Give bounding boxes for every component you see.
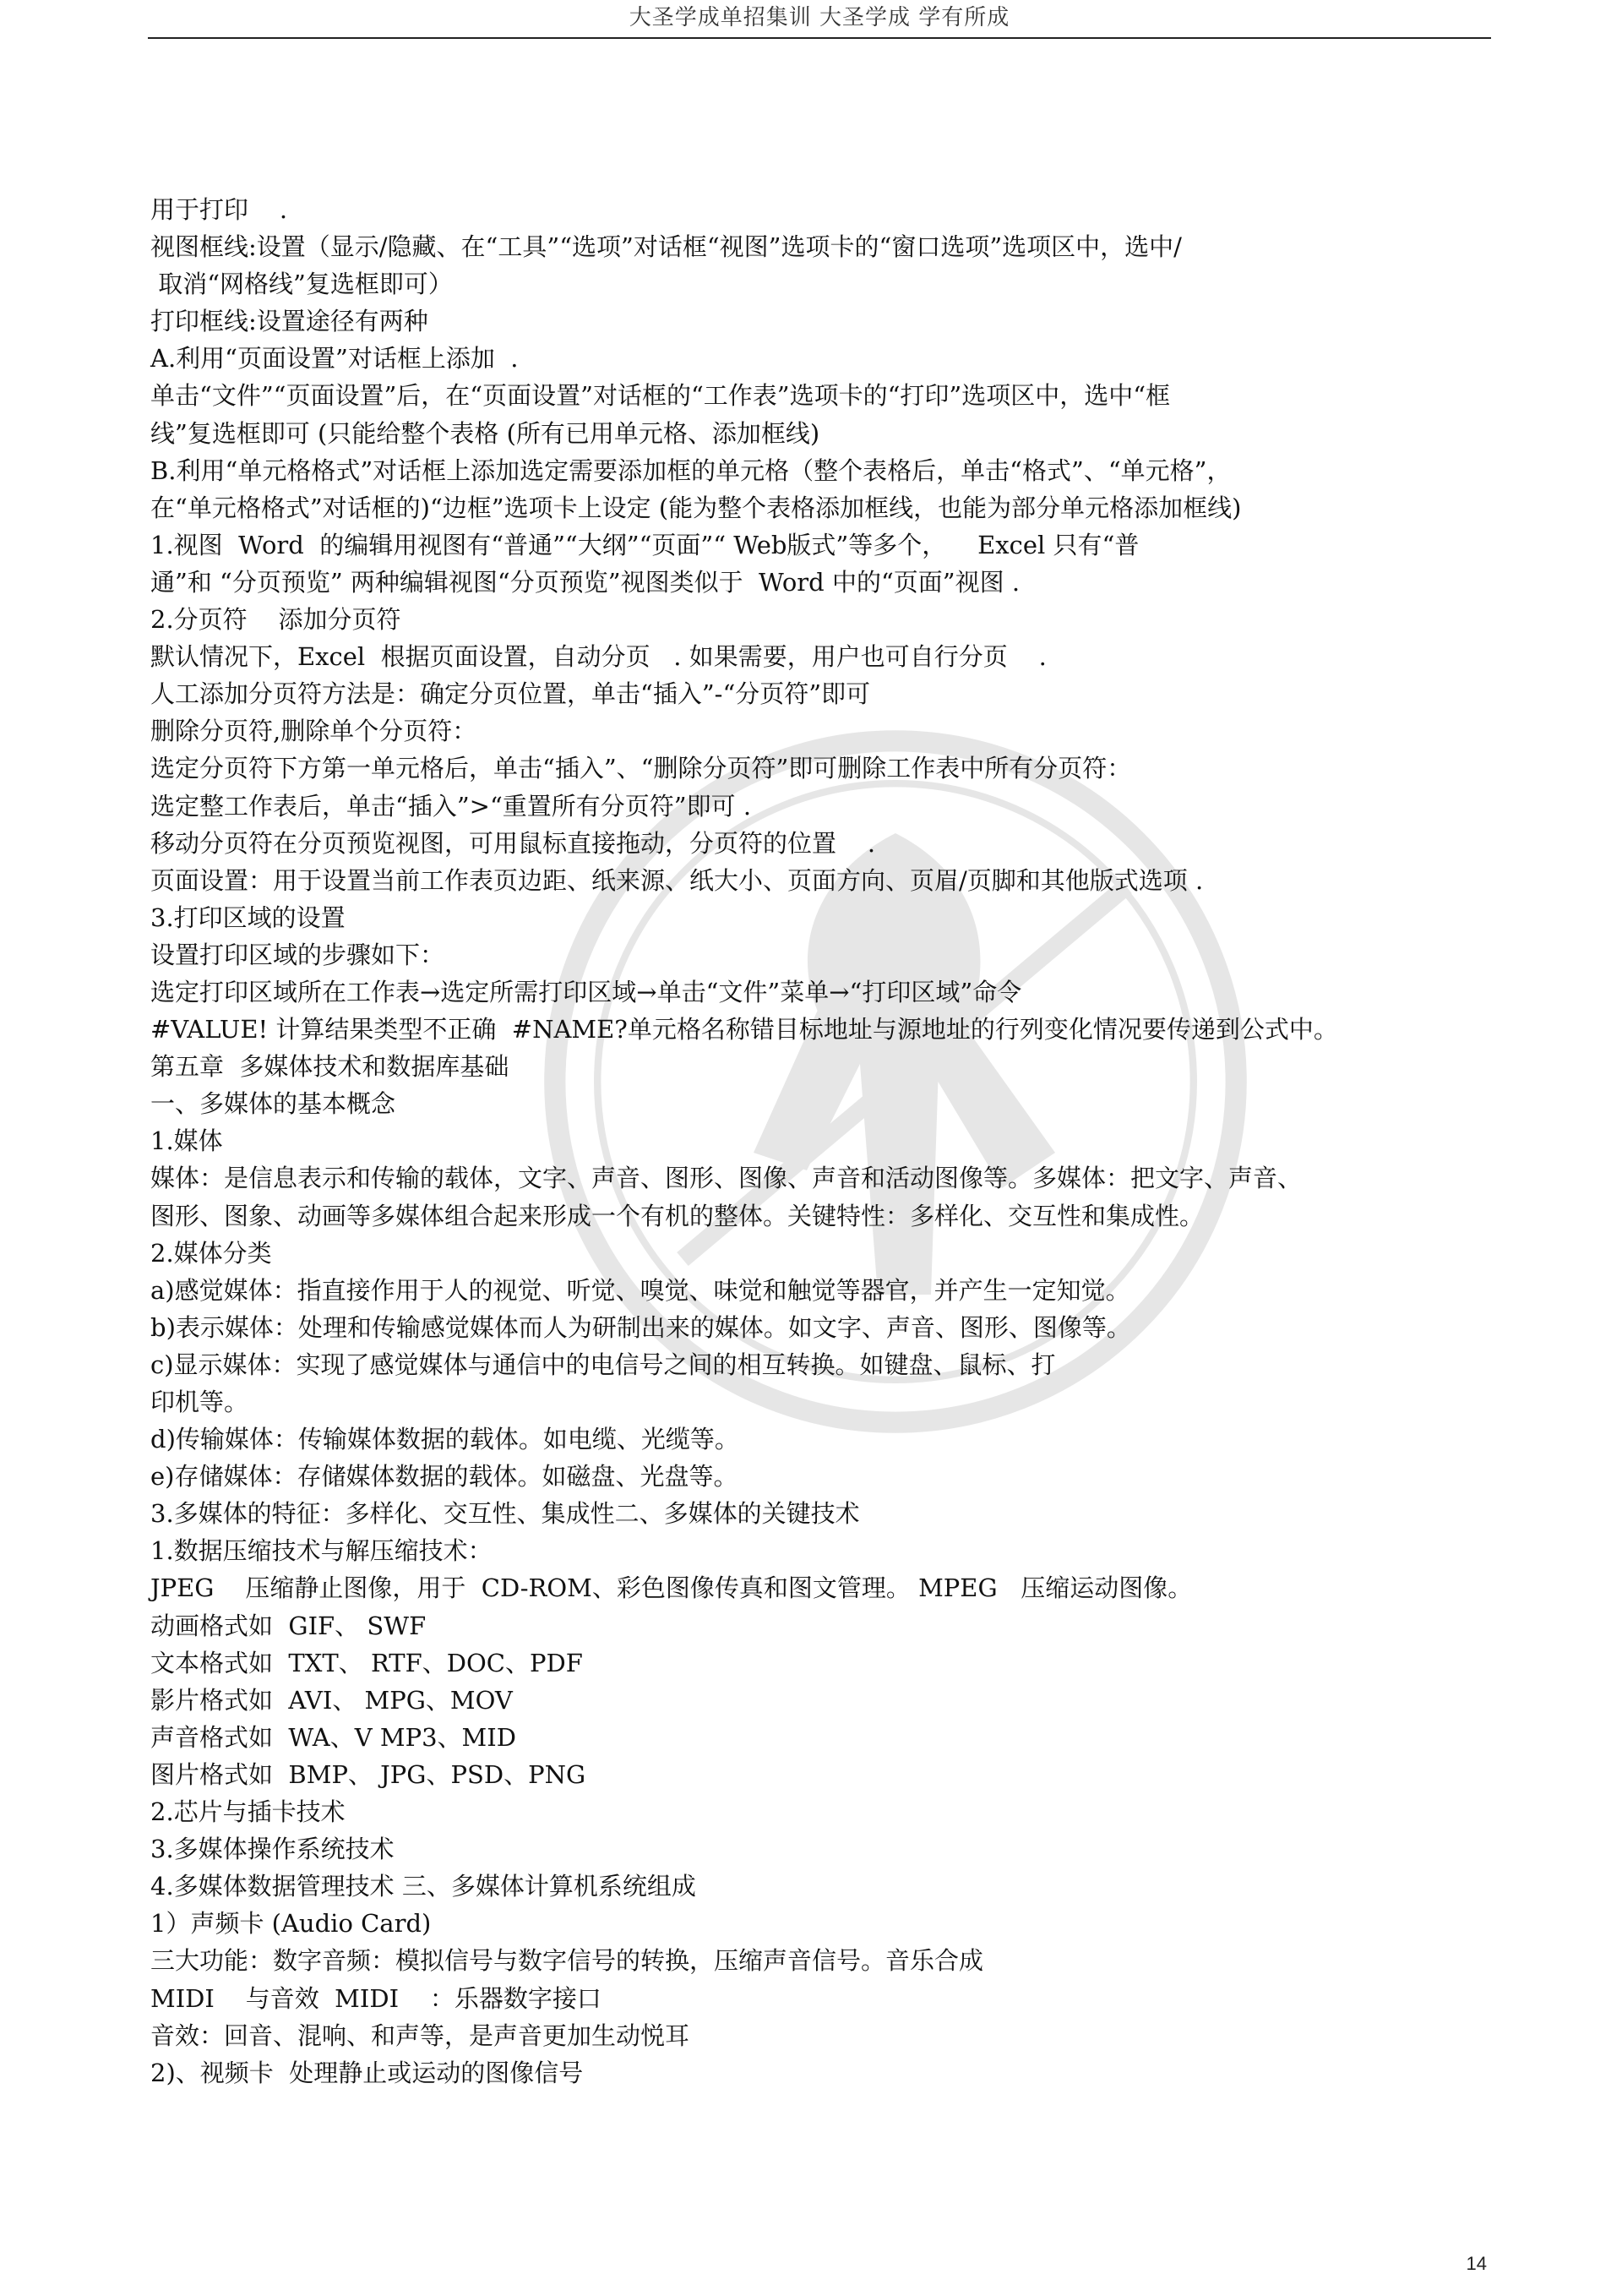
text-line: 删除分页符,删除单个分页符：: [150, 717, 477, 746]
text-line: 选定打印区域所在工作表→选定所需打印区域→单击“文件”菜单→“打印区域”命令: [150, 977, 1022, 1006]
text-line: 声音格式如 WA、V MP3、MID: [150, 1722, 516, 1752]
text-line: 音效：回音、混响、和声等，是声音更加生动悦耳: [150, 2021, 690, 2050]
text-line: a)感觉媒体：指直接作用于人的视觉、听觉、嗅觉、味觉和触觉等器官，并产生一定知觉。: [150, 1275, 1130, 1305]
text-line: 2.媒体分类: [150, 1238, 272, 1268]
text-line: 用于打印 .: [150, 195, 288, 224]
text-line: e)存储媒体：存储媒体数据的载体。如磁盘、光盘等。: [150, 1462, 738, 1492]
text-line: 1.媒体: [150, 1126, 223, 1156]
text-line: 图片格式如 BMP、 JPG、PSD、PNG: [150, 1759, 586, 1789]
text-line: 视图框线:设置（显示/隐藏、在“工具”“选项”对话框“视图”选项卡的“窗口选项”选项区中，选中/: [150, 232, 1182, 262]
text-line: 图形、图象、动画等多媒体组合起来形成一个有机的整体。关键特性：多样化、交互性和集成性。: [150, 1201, 1205, 1230]
text-line: 选定整工作表后，单击“插入”>“重置所有分页符”即可 .: [150, 791, 752, 821]
text-line: 1.视图 Word 的编辑用视图有“普通”“大纲”“页面”“ Web版式”等多个， Excel 只有“普: [150, 530, 1140, 559]
text-line: 页面设置：用于设置当前工作表页边距、纸来源、纸大小、页面方向、页眉/页脚和其他版式选项 .: [150, 865, 1204, 895]
header-text: 大圣学成单招集训 大圣学成 学有所成: [629, 5, 1010, 30]
text-line: 3.打印区域的设置: [150, 903, 346, 932]
text-line: 1.数据压缩技术与解压缩技术：: [150, 1536, 493, 1566]
text-line: 4.多媒体数据管理技术 三、多媒体计算机系统组成: [150, 1872, 696, 1901]
text-line: 一、多媒体的基本概念: [150, 1089, 396, 1119]
text-line: 打印框线:设置途径有两种: [150, 307, 428, 336]
text-line: 选定分页符下方第一单元格后，单击“插入”、“删除分页符”即可删除工作表中所有分页符：: [150, 754, 1132, 783]
text-line: 设置打印区域的步骤如下：: [150, 940, 445, 969]
text-line: 人工添加分页符方法是：确定分页位置，单击“插入”-“分页符”即可: [150, 679, 871, 709]
text-line: c)显示媒体：实现了感觉媒体与通信中的电信号之间的相互转换。如键盘、鼠标、打: [150, 1350, 1056, 1379]
text-line: JPEG 压缩静止图像，用于 CD-ROM、彩色图像传真和图文管理。 MPEG 压缩运动图像。: [150, 1573, 1193, 1603]
text-line: 默认情况下，Excel 根据页面设置，自动分页 . 如果需要，用户也可自行分页 .: [150, 642, 1047, 672]
text-line: b)表示媒体：处理和传输感觉媒体而人为研制出来的媒体。如文字、声音、图形、图像等。: [150, 1312, 1131, 1342]
text-line: 三大功能：数字音频：模拟信号与数字信号的转换，压缩声音信号。音乐合成: [150, 1946, 984, 1976]
text-line: 取消“网格线”复选框即可）: [150, 270, 453, 299]
text-line: 印机等。: [150, 1388, 249, 1416]
text-line: 3.多媒体操作系统技术: [150, 1835, 395, 1864]
text-line: 动画格式如 GIF、 SWF: [150, 1611, 427, 1640]
text-line: A.利用“页面设置”对话框上添加 .: [150, 344, 519, 374]
text-line: 第五章 多媒体技术和数据库基础: [150, 1052, 509, 1082]
text-line: 媒体：是信息表示和传输的载体，文字、声音、图形、图像、声音和活动图像等。多媒体：把文字、声音、: [150, 1164, 1303, 1193]
text-line: #VALUE! 计算结果类型不正确 #NAME?单元格名称错目标地址与源地址的行列变化情况要传递到公式中。: [150, 1015, 1338, 1044]
text-line: 影片格式如 AVI、 MPG、MOV: [150, 1685, 513, 1715]
text-line: 在“单元格格式”对话框的)“边框”选项卡上设定 (能为整个表格添加框线，也能为部分单元格添加框线): [150, 493, 1242, 522]
text-line: d)传输媒体：传输媒体数据的载体。如电缆、光缆等。: [150, 1425, 739, 1454]
page-header: [148, 0, 1491, 39]
text-line: 1）声频卡 (Audio Card): [150, 1909, 432, 1939]
document-body: [150, 191, 1494, 2091]
page-number: 14: [1466, 2253, 1487, 2274]
text-line: 单击“文件”“页面设置”后，在“页面设置”对话框的“工作表”选项卡的“打印”选项区中，选中“框: [150, 381, 1171, 411]
text-line: B.利用“单元格格式”对话框上添加选定需要添加框的单元格（整个表格后，单击“格式”、“单元格”，: [150, 455, 1232, 485]
text-line: 2.分页符 添加分页符: [150, 605, 401, 635]
text-line: 2)、视频卡 处理静止或运动的图像信号: [150, 2058, 584, 2087]
text-line: 通”和 “分页预览” 两种编辑视图“分页预览”视图类似于 Word 中的“页面”视图 .: [150, 567, 1021, 597]
text-line: MIDI 与音效 MIDI ：乐器数字接口: [150, 1983, 601, 2013]
text-line: 3.多媒体的特征：多样化、交互性、集成性二、多媒体的关键技术: [150, 1499, 860, 1529]
text-line: 线”复选框即可 (只能给整个表格 (所有已用单元格、添加框线): [150, 418, 820, 448]
text-line: 文本格式如 TXT、 RTF、DOC、PDF: [150, 1648, 583, 1677]
text-line: 2.芯片与插卡技术: [150, 1797, 346, 1827]
text-line: 移动分页符在分页预览视图，可用鼠标直接拖动，分页符的位置 .: [150, 828, 876, 858]
